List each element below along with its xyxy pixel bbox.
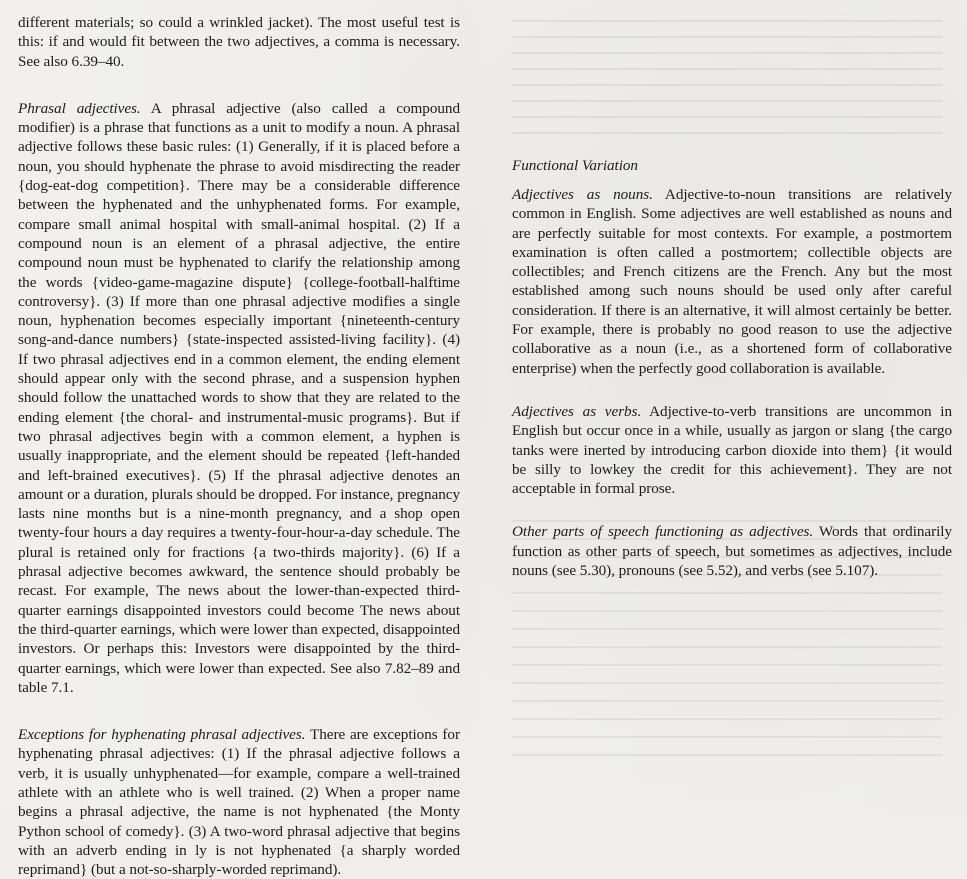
other-parts-of-speech-paragraph [512,522,952,580]
intro-text: different materials; so could a wrinkled jacket). The most useful test is this: if and would fit between the two adjectives, a comma is necessary. See also 6.39–40. [18,14,460,70]
other-parts-of-speech-lead: Other parts of speech functioning as adjectives. [512,523,814,541]
adjectives-as-verbs-paragraph [512,402,952,498]
bleed-through-text-top [512,20,942,150]
right-column [512,156,952,580]
adjectives-as-nouns-paragraph [512,185,952,378]
adjectives-as-nouns-text: Adjective-to-noun transitions are relatively common in English. Some adjectives are well established as nouns and are perfectly suitable for most contexts. For example, a postmortem examination is often called a postmortem; collectible objects are collectibles; and French citizens are the French. Any but the most established among such nouns should be used only after careful consideration. If there is an alternative, it will almost certainly be better. For example, there is probably no good reason to use the adjective collaborative as a noun (i.e., as a shortened form of collaborative enterprise) when the perfectly good collaboration is available. [512,186,952,377]
adjectives-as-verbs-lead: Adjectives as verbs. [512,402,642,420]
phrasal-adjectives-text: A phrasal adjective (also called a compound modifier) is a phrase that functions as a unit to modify a noun. A phrasal adjective follows these basic rules: (1) Generally, if it is placed before a noun, you should hyphenate the phrase to avoid misdirecting the reader {dog-eat-dog competition}. There may be a considerable difference between the hyphenated and the unhyphenated forms. For example, compare small animal hospital with small-animal hospital. (2) If a compound noun is an element of a phrasal adjective, the entire compound noun must be hyphenated to clarify the relationship among the words {video-game-magazine dispute} {college-football-halftime controversy}. (3) If more than one phrasal adjective modifies a single noun, hyphenation becomes especially important {nineteenth-century song-and-dance numbers} {state-inspected assisted-living facility}. (4) If two phrasal adjectives end in a common element, the ending element should appear only with the second phrase, and a suspension hyphen should follow the unattached words to show that they are related to the ending element {the choral- and instrumental-music programs}. But if two phrasal adjectives begin with a common element, a hyphen is usually inappropriate, and the element should be repeated {left-handed and left-brained executives}. (5) If the phrasal adjective denotes an amount or a duration, plurals should be dropped. For instance, pregnancy lasts nine months but is a nine-month pregnancy, and a shop open twenty-four hours a day requires a twenty-four-hour-a-day schedule. The plural is retained only for fractions {a two-thirds majority}. (6) If a phrasal adjective becomes awkward, the sentence should probably be recast. For example, The news about the lower-than-expected third-quarter earnings disappointed investors could become The news about the third-quarter earnings, which were lower than expected, disappointed investors. Or perhaps this: Investors were disappointed by the third-quarter earnings, which were lower than expected. See also 7.82–89 and table 7.1. [18,99,460,696]
exceptions-paragraph [18,725,460,879]
adjectives-as-nouns-lead: Adjectives as nouns. [512,186,653,203]
other-parts-of-speech-text: Words that ordinarily function as other parts of speech, but sometimes as adjectives, include nouns (see 5.30), pronouns (see 5.52), and verbs (see 5.107). [512,523,952,580]
phrasal-adjectives-lead: Phrasal adjectives. [18,99,141,117]
intro-paragraph [18,13,460,71]
exceptions-text: There are exceptions for hyphenating phrasal adjectives: (1) If the phrasal adjective follows a verb, it is usually unhyphenated—for example, compare a well-trained athlete with an athlete who is well trained. (2) When a proper name begins a phrasal adjective, the name is not hyphenated {the Monty Python school of comedy}. (3) A two-word phrasal adjective that begins with an adverb ending in ly is not hyphenated {a sharply worded reprimand} (but a not-so-sharply-worded reprimand). [18,726,460,879]
exceptions-lead: Exceptions for hyphenating phrasal adjectives. [18,726,306,744]
phrasal-adjectives-paragraph [18,99,460,697]
left-column [18,13,460,879]
section-heading: Functional Variation [512,157,638,174]
adjectives-as-verbs-text: Adjective-to-verb transitions are uncommon in English but occur once in a while, usually as jargon or slang {the cargo tanks were inerted by introducing carbon dioxide into them} {it would be silly to lowkey the credit for this achievement}. They are not acceptable in formal prose. [512,402,953,498]
